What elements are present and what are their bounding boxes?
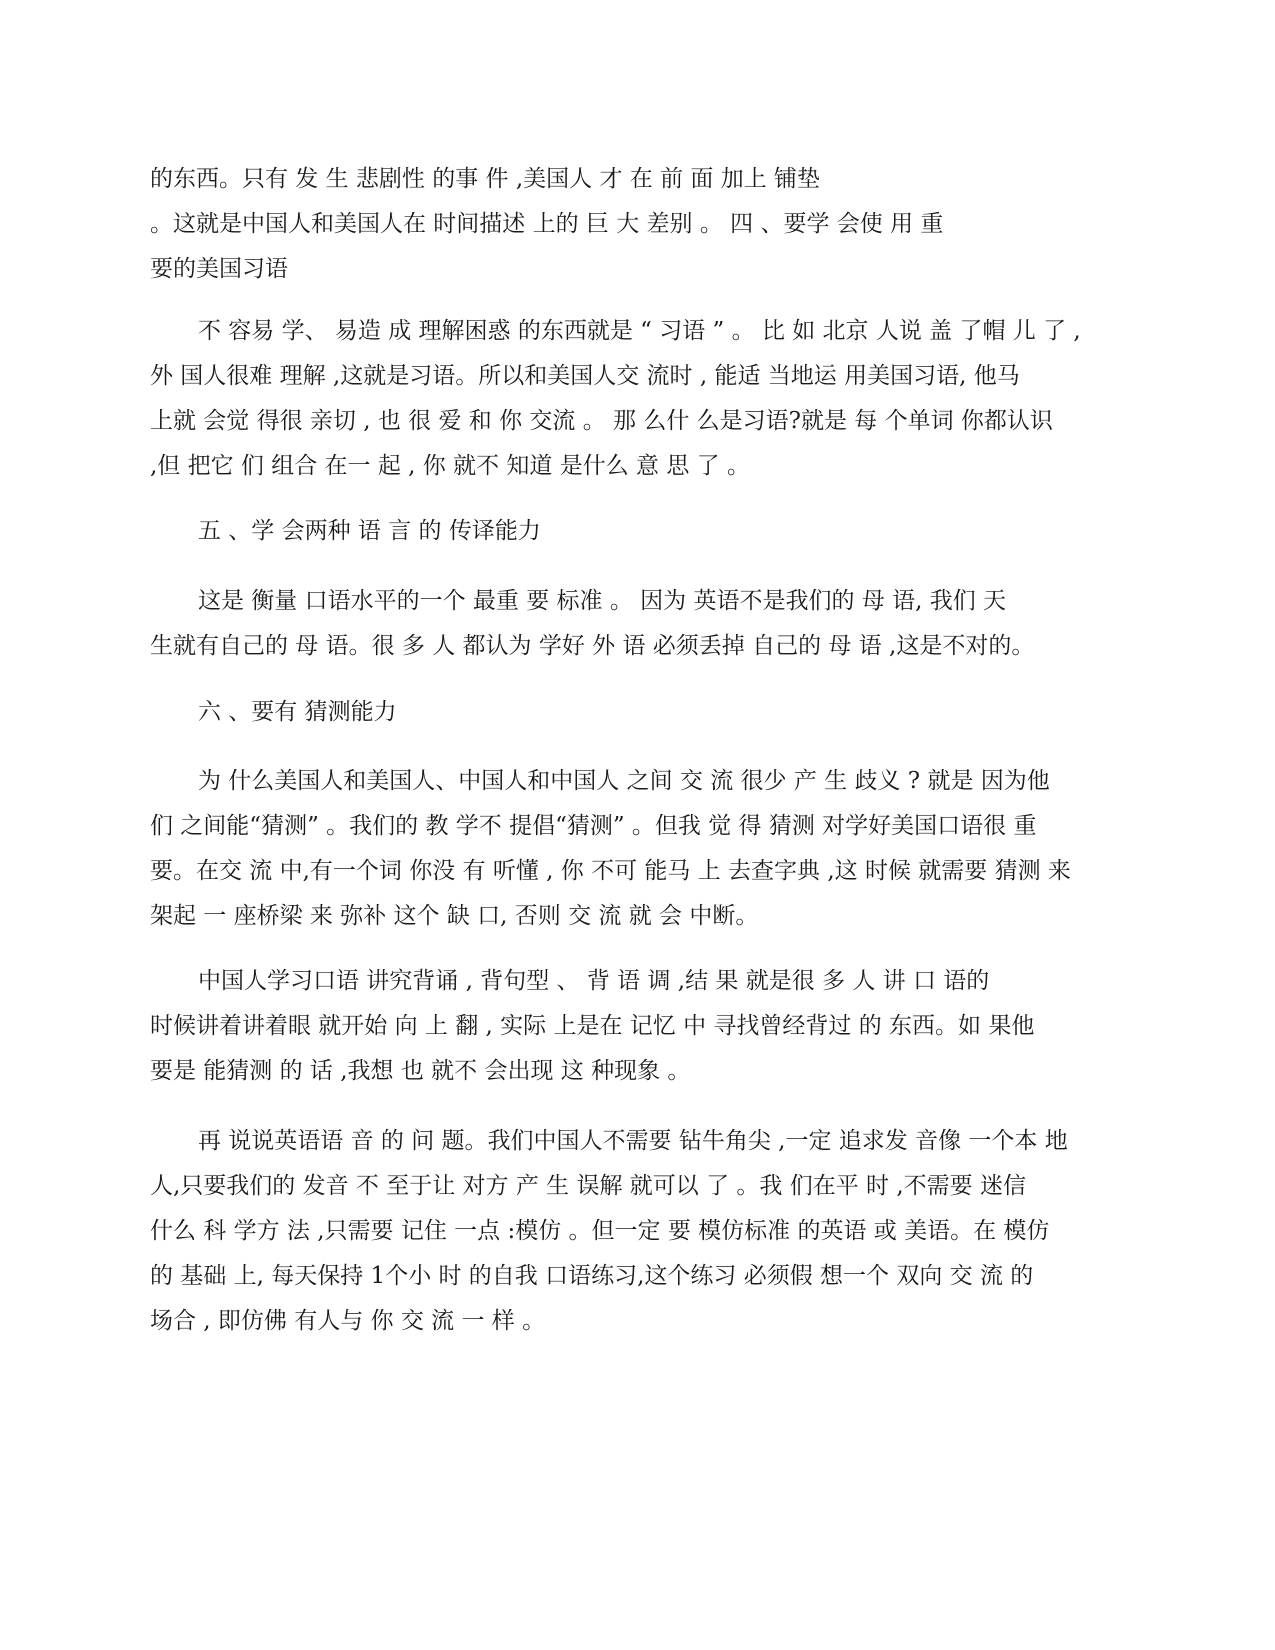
text-line: 中国人学习口语 讲究背诵 , 背句型 、 背 语 调 ,结 果 就是很 多 人 讲 口 语的 xyxy=(198,968,990,994)
paragraph-6 xyxy=(150,759,1140,939)
text-line: 要。在交 流 中,有一个词 你没 有 听懂 , 你 不可 能马 上 去查字典 ,这 时候 就需要 猜测 来 xyxy=(150,858,1071,884)
paragraph-5-heading xyxy=(150,690,1140,735)
paragraph-3-heading xyxy=(150,509,1140,554)
paragraph-2 xyxy=(150,309,1140,489)
text-line: 的东西。只有 发 生 悲剧性 的事 件 ,美国人 才 在 前 面 加上 铺垫 xyxy=(150,166,821,192)
text-line: 要是 能猜测 的 话 ,我想 也 就不 会出现 这 种现象 。 xyxy=(150,1058,691,1084)
text-line: 生就有自己的 母 语。很 多 人 都认为 学好 外 语 必须丢掉 自己的 母 语 ,这是不对的。 xyxy=(150,633,1035,659)
paragraph-4 xyxy=(150,579,1140,669)
text-line: 。这就是中国人和美国人在 时间描述 上的 巨 大 差别 。 四 、要学 会使 用 重 xyxy=(150,211,944,237)
text-line: 再 说说英语语 音 的 问 题。我们中国人不需要 钻牛角尖 ,一定 追求发 音像 一个本 地 xyxy=(198,1128,1068,1154)
text-line: 人,只要我们的 发音 不 至于让 对方 产 生 误解 就可以 了 。我 们在平 时 ,不需要 迷信 xyxy=(150,1173,1026,1199)
text-line: 场合 , 即仿佛 有人与 你 交 流 一 样 。 xyxy=(150,1308,546,1334)
text-line: 外 国人很难 理解 ,这就是习语。所以和美国人交 流时 , 能适 当地运 用美国习语, 他马 xyxy=(150,363,1020,389)
text-line: 上就 会觉 得很 亲切 , 也 很 爱 和 你 交流 。 那 么什 么是习语?就是 每 个单词 你都认识 xyxy=(150,408,1053,434)
text-line: 们 之间能“猜测” 。我们的 教 学不 提倡“猜测” 。但我 觉 得 猜测 对学好美国口语很 重 xyxy=(150,813,1037,839)
paragraph-7 xyxy=(150,959,1140,1094)
text-line: 不 容易 学、 易造 成 理解困惑 的东西就是 “ 习语 ” 。 比 如 北京 人说 盖 了帽 儿 了 , xyxy=(198,318,1081,344)
text-line: 为 什么美国人和美国人、中国人和中国人 之间 交 流 很少 产 生 歧义 ? 就是 因为他 xyxy=(198,768,1050,794)
section-heading: 六 、要有 猜测能力 xyxy=(198,699,397,725)
text-line: 要的美国习语 xyxy=(150,256,288,282)
text-line: 的 基础 上, 每天保持 1个小 时 的自我 口语练习,这个练习 必须假 想一个 双向 交 流 的 xyxy=(150,1263,1034,1289)
text-line: 时候讲着讲着眼 就开始 向 上 翻 , 实际 上是在 记忆 中 寻找曾经背过 的 东西。如 果他 xyxy=(150,1013,1035,1039)
text-line: 什么 科 学方 法 ,只需要 记住 一点 :模仿 。但一定 要 模仿标准 的英语 或 美语。在 模仿 xyxy=(150,1218,1050,1244)
paragraph-1 xyxy=(150,157,1140,292)
paragraph-8 xyxy=(150,1119,1140,1344)
text-line: 架起 一 座桥梁 来 弥补 这个 缺 口, 否则 交 流 就 会 中断。 xyxy=(150,903,759,929)
text-line: 这是 衡量 口语水平的一个 最重 要 标准 。 因为 英语不是我们的 母 语, 我们 天 xyxy=(198,588,1007,614)
text-line: ,但 把它 们 组合 在一 起 , 你 就不 知道 是什么 意 思 了 。 xyxy=(150,453,750,479)
section-heading: 五 、学 会两种 语 言 的 传译能力 xyxy=(198,518,541,544)
